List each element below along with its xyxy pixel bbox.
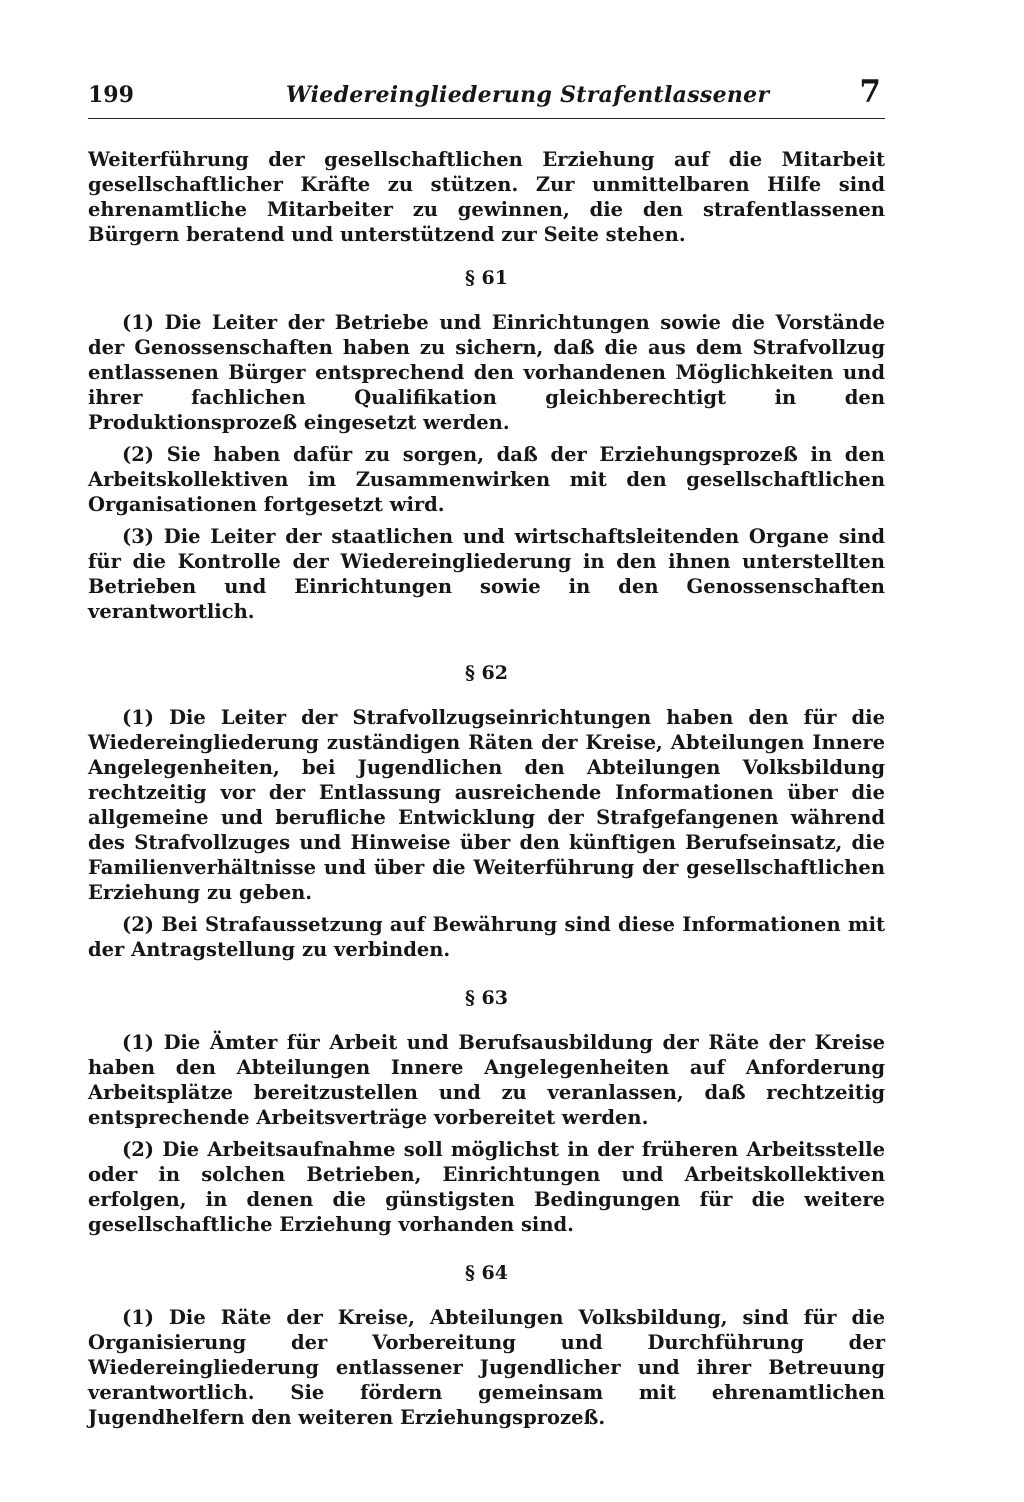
section-62 [88, 661, 885, 962]
section-64 [88, 1261, 885, 1430]
paragraph: (2) Sie haben dafür zu sorgen, daß der Erziehungsprozeß in den Arbeitskollektiven im Zusammenwirken mit den gesellschaftlichen Organisationen fortgesetzt wird. [88, 443, 885, 516]
paragraph: (1) Die Leiter der Strafvollzugseinrichtungen haben den für die Wiedereingliederung zuständigen Räten der Kreise, Abteilungen Innere Angelegenheiten, bei Jugendlichen den Abteilungen Volksbildung rechtzeitig vor der Entlassung ausreichende Informationen über die allgemeine und berufliche Entwicklung der Strafgefangenen während des Strafvollzuges und Hinweise über den künftigen Berufseinsatz, die Familienverhältnisse und über die Weiterführung der gesellschaftlichen Erziehung zu geben. [88, 706, 885, 904]
section-heading: § 62 [465, 662, 508, 684]
section-61 [88, 266, 885, 624]
section-heading: § 63 [465, 987, 508, 1009]
paragraph: (1) Die Ämter für Arbeit und Berufsausbildung der Räte der Kreise haben den Abteilungen Innere Angelegenheiten auf Anforderung Arbeitsplätze bereitzustellen und zu veranlassen, daß rechtzeitig entsprechende Arbeitsverträge vorbereitet werden. [88, 1031, 885, 1129]
document-body [88, 147, 885, 1430]
intro-paragraph: Weiterführung der gesellschaftlichen Erziehung auf die Mitarbeit gesellschaftlicher Kräfte zu stützen. Zur unmittelbaren Hilfe sind ehrenamtliche Mitarbeiter zu gewinnen, die den strafentlassenen Bürgern beratend und unterstützend zur Seite stehen. [88, 148, 885, 246]
paragraph: (1) Die Leiter der Betriebe und Einrichtungen sowie die Vorstände der Genossenschaften haben zu sichern, daß die aus dem Strafvollzug entlassenen Bürger entsprechend den vorhandenen Möglichkeiten und ihrer fachlichen Qualifikation gleichberechtigt in den Produktionsprozeß eingesetzt werden. [88, 311, 885, 434]
paragraph: (1) Die Räte der Kreise, Abteilungen Volksbildung, sind für die Organisierung der Vorbereitung und Durchführung der Wiedereingliederung entlassener Jugendlicher und ihrer Betreuung verantwortlich. Sie fördern gemeinsam mit ehrenamtlichen Jugendhelfern den weiteren Erziehungsprozeß. [88, 1306, 885, 1429]
section-heading: § 64 [465, 1262, 508, 1284]
section-63 [88, 986, 885, 1237]
paragraph: (2) Die Arbeitsaufnahme soll möglichst in der früheren Arbeitsstelle oder in solchen Betrieben, Einrichtungen und Arbeitskollektiven erfolgen, in denen die günstigsten Bedingungen für die weitere gesellschaftliche Erziehung vorhanden sind. [88, 1138, 885, 1236]
paragraph: (2) Bei Strafaussetzung auf Bewährung sind diese Informationen mit der Antragstellung zu verbinden. [88, 913, 885, 961]
issue-number: 7 [859, 74, 881, 110]
section-heading: § 61 [465, 267, 508, 289]
page-number: 199 [88, 82, 134, 108]
page-header [88, 72, 885, 119]
paragraph: (3) Die Leiter der staatlichen und wirtschaftsleitenden Organe sind für die Kontrolle der Wiedereingliederung in den ihnen unterstellten Betrieben und Einrichtungen sowie in den Genossenschaften verantwortlich. [88, 525, 885, 623]
running-title: Wiedereingliederung Strafentlassener [286, 82, 770, 108]
document-page [88, 72, 885, 1437]
